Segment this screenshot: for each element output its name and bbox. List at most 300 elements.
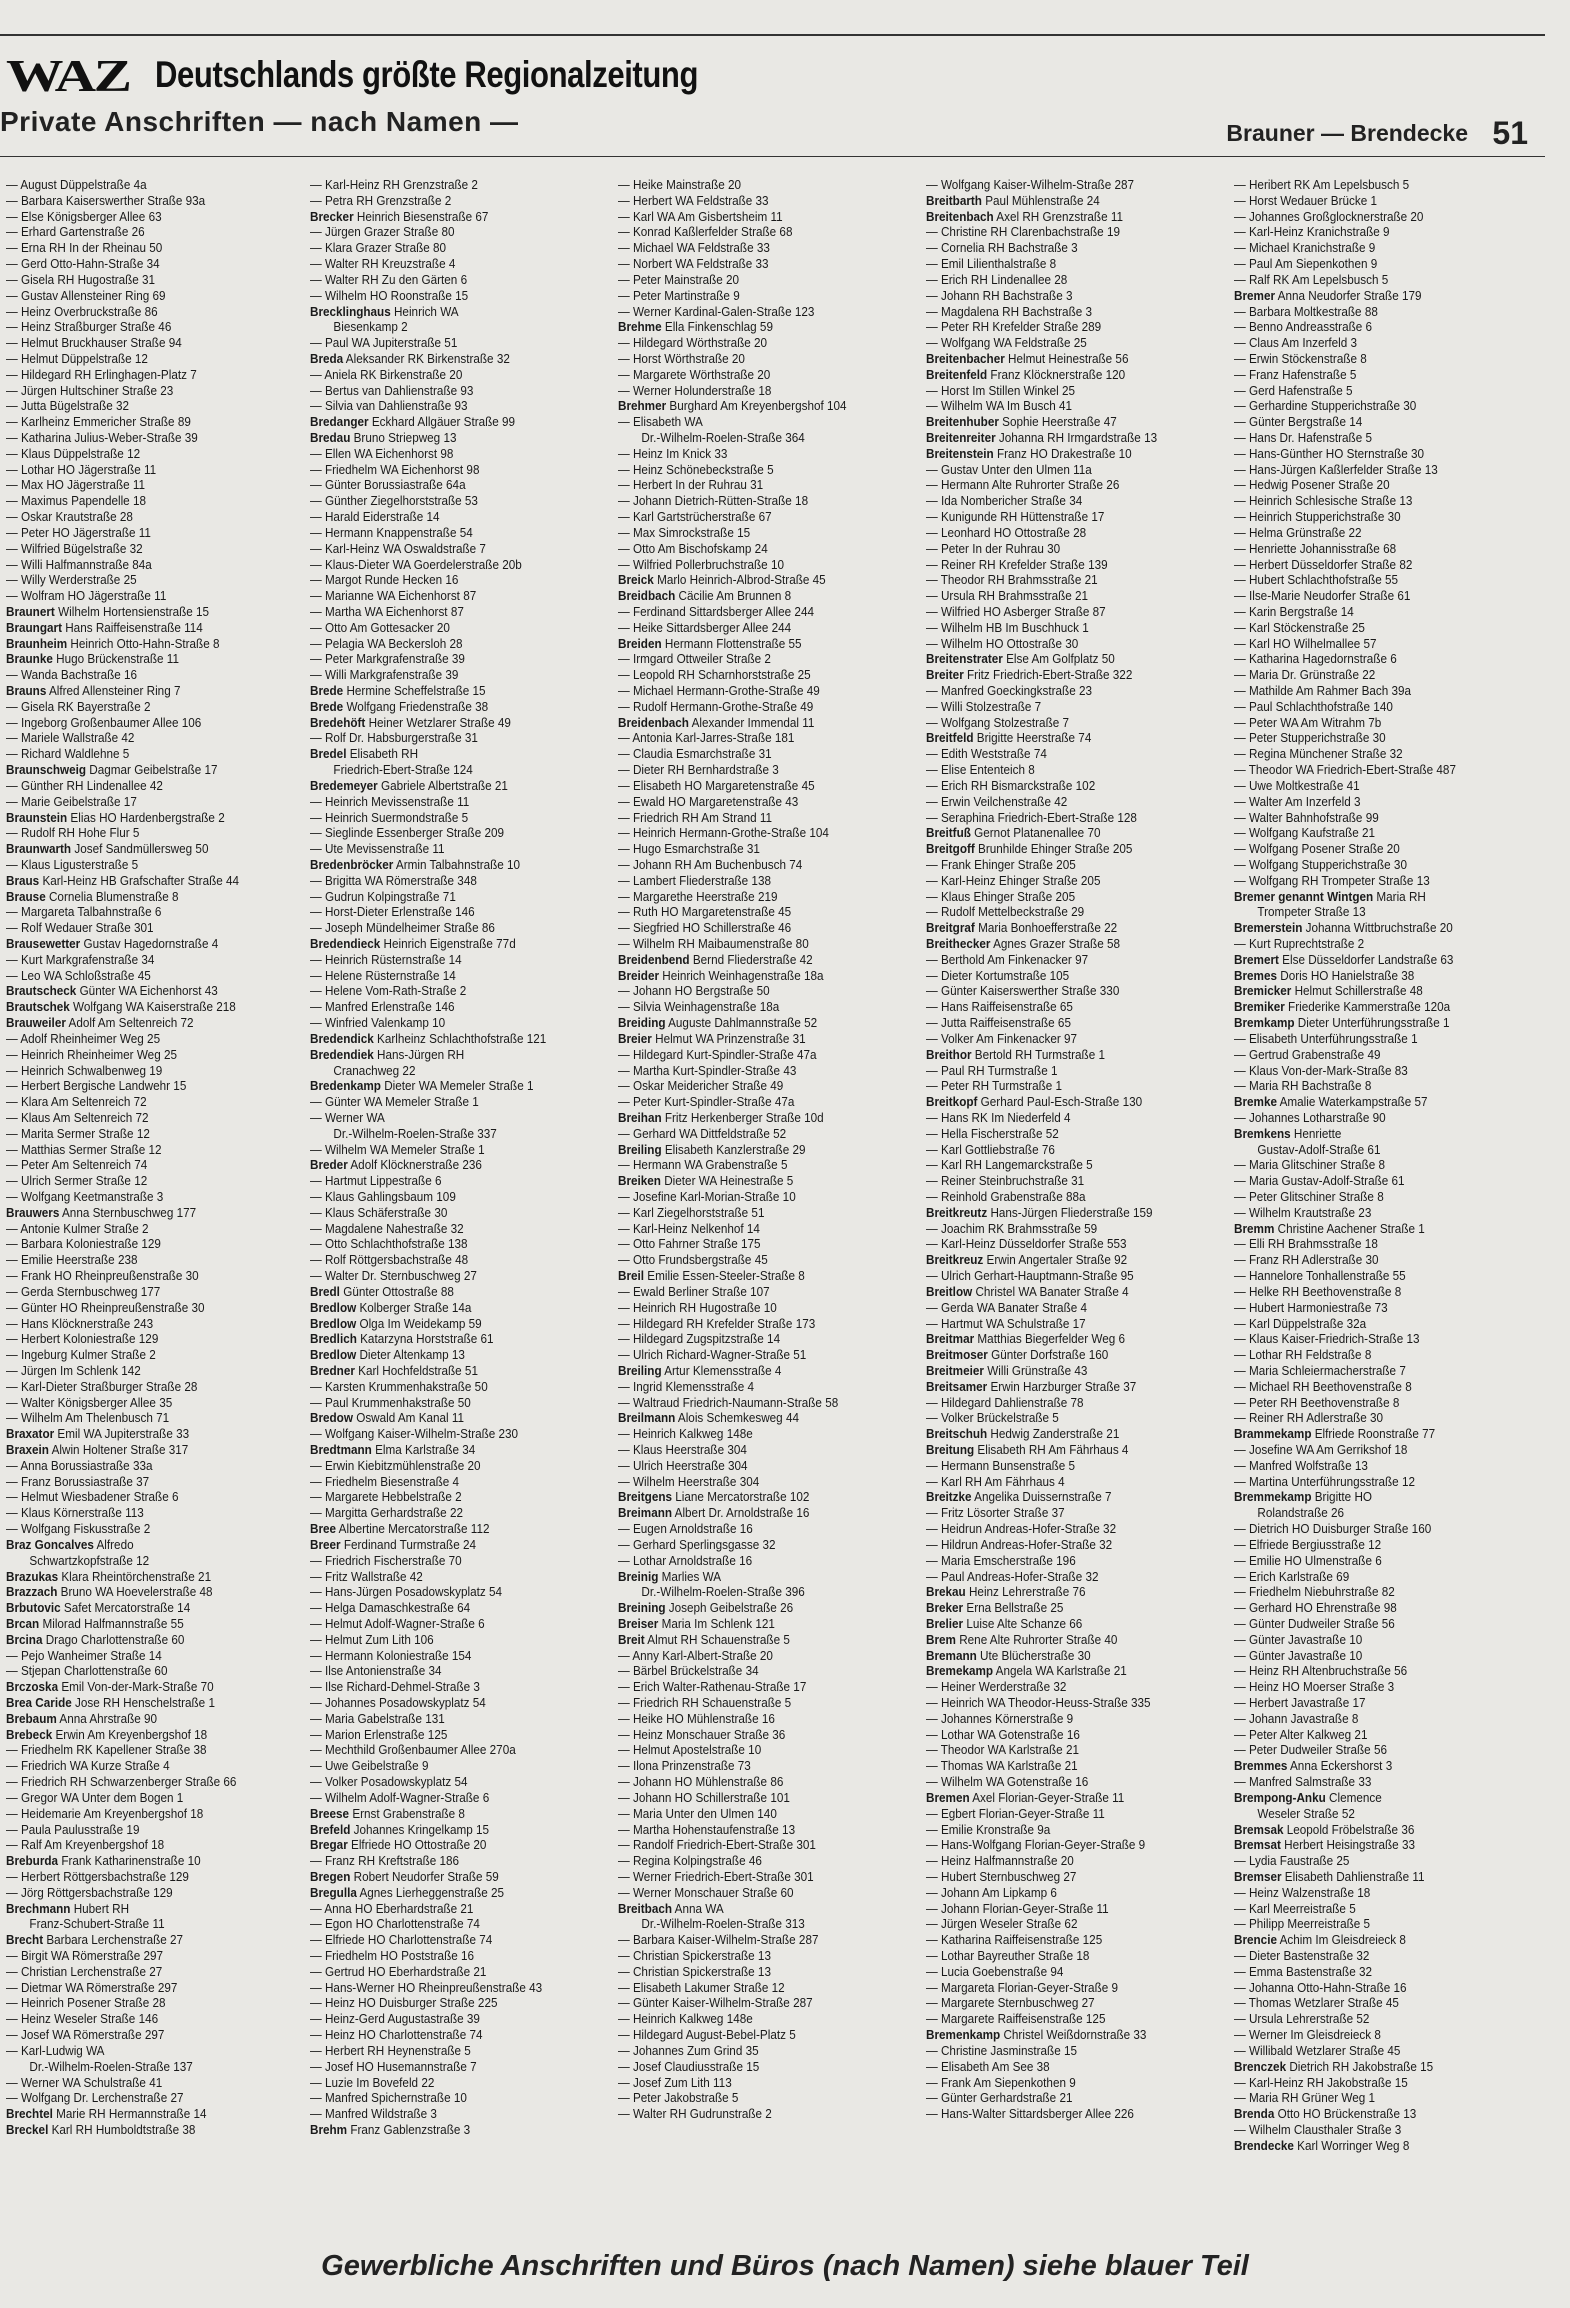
directory-entry: — Dietrich HO Duisburger Straße 160 (1234, 1522, 1432, 1537)
directory-entry: — Heinz HO Duisburger Straße 225 (310, 1996, 498, 2011)
directory-entry: — Werner Friedrich-Ebert-Straße 301 (618, 1869, 814, 1884)
directory-entry: — Brigitta WA Römerstraße 348 (310, 873, 477, 888)
directory-entry: — Willi Halfmannstraße 84a (6, 557, 152, 572)
directory-entry: — Gisela RH Hugostraße 31 (6, 272, 156, 287)
directory-entry: — Karsten Krummenhakstraße 50 (310, 1379, 488, 1394)
directory-entry: Bremser Elisabeth Dahlienstraße 11 (1234, 1869, 1425, 1884)
directory-entry: — Christian Spickerstraße 13 (618, 1964, 771, 1979)
directory-entry: — Werner Im Gleisdreieck 8 (1234, 2028, 1381, 2043)
directory-entry: — Martina Unterführungsstraße 12 (1234, 1474, 1415, 1489)
directory-entry: — Wolfgang Kaiser-Wilhelm-Straße 230 (310, 1427, 519, 1442)
directory-entry: Bredendieck Heinrich Eigenstraße 77d (310, 937, 516, 951)
directory-entry: Breitenreiter Johanna RH Irmgardstraße 13 (926, 431, 1158, 445)
directory-entry: Bredehöft Heiner Wetzlarer Straße 49 (310, 715, 511, 730)
directory-entry: Breidbach Cäcilie Am Brunnen 8 (618, 589, 792, 604)
directory-entry: — Stjepan Charlottenstraße 60 (6, 1664, 168, 1679)
directory-entry: — Horst-Dieter Erlenstraße 146 (310, 905, 475, 920)
directory-entry: — Ralf Am Kreyenbergshof 18 (6, 1838, 165, 1853)
directory-entry: — Max HO Jägerstraße 11 (6, 478, 146, 493)
directory-entry: — Peter Alter Kalkweg 21 (1234, 1727, 1368, 1742)
directory-entry: Bremann Ute Blücherstraße 30 (926, 1648, 1091, 1663)
directory-entry: — Karl-Dieter Straßburger Straße 28 (6, 1379, 198, 1394)
directory-entry: — Karl-Heinz RH Grenzstraße 2 (310, 178, 478, 192)
directory-entry: — Winfried Valenkamp 10 (310, 1016, 446, 1031)
directory-entry: — Jutta Raiffeisenstraße 65 (926, 1016, 1071, 1031)
directory-entry: — Manfred Spichernstraße 10 (310, 2091, 467, 2106)
directory-entry: — Wolfgang Posener Straße 20 (1234, 842, 1400, 857)
directory-entry: — Lothar Bayreuther Straße 18 (926, 1949, 1090, 1963)
directory-entry: — Klaus Kaiser-Friedrich-Straße 13 (1234, 1332, 1420, 1347)
directory-entry: — Margitta Gerhardstraße 22 (310, 1506, 463, 1521)
directory-entry: — Karin Bergstraße 14 (1234, 604, 1354, 619)
directory-entry: Bredanger Eckhard Allgäuer Straße 99 (310, 415, 516, 430)
directory-entry: — Ewald HO Margaretenstraße 43 (618, 794, 799, 809)
directory-entry: — Ursula Lehrerstraße 52 (1234, 2012, 1370, 2027)
directory-entry: — Hans-Günther HO Sternstraße 30 (1234, 446, 1425, 461)
directory-entry: — Peter RH Turmstraße 1 (926, 1079, 1063, 1094)
directory-entry: Bredel Elisabeth RH (310, 747, 419, 762)
directory-entry: Bremkamp Dieter Unterführungsstraße 1 (1234, 1016, 1450, 1031)
directory-entry: — Karl-Heinz Nelkenhof 14 (618, 1221, 760, 1236)
directory-entry: — Hans-Walter Sittardsberger Allee 226 (926, 2107, 1134, 2122)
directory-entry: — Wilhelm WA Gotenstraße 16 (926, 1775, 1089, 1790)
directory-entry: Schwartzkopfstraße 12 (6, 1553, 150, 1568)
directory-entry: — Johann HO Schillerstraße 101 (618, 1790, 790, 1805)
directory-entry: — Norbert WA Feldstraße 33 (618, 257, 769, 272)
directory-entry: — Paul WA Jupiterstraße 51 (310, 336, 458, 351)
directory-entry: Breitmoser Günter Dorfstraße 160 (926, 1348, 1109, 1363)
directory-entry: — Erwin Kiebitzmühlenstraße 20 (310, 1458, 481, 1473)
directory-entry: Breburda Frank Katharinenstraße 10 (6, 1854, 201, 1869)
directory-entry: — Gustav Unter den Ulmen 11a (926, 462, 1092, 477)
directory-entry: — Ursula RH Brahmsstraße 21 (926, 589, 1089, 604)
directory-entry: Breitschuh Hedwig Zanderstraße 21 (926, 1427, 1120, 1442)
directory-entry: — Otto Am Gottesacker 20 (310, 620, 450, 635)
directory-entry: — Werner WA (310, 1110, 385, 1125)
directory-entry: — Wilfried Bügelstraße 32 (6, 541, 143, 556)
directory-entry: — Harald Eiderstraße 14 (310, 510, 440, 525)
directory-entry: — Peter Glitschiner Straße 8 (1234, 1190, 1384, 1204)
directory-entry: Bremen Axel Florian-Geyer-Straße 11 (926, 1790, 1125, 1805)
directory-entry: — Jürgen Weseler Straße 62 (926, 1917, 1078, 1932)
directory-entry: Bredenkamp Dieter WA Memeler Straße 1 (310, 1079, 534, 1094)
directory-entry: — Walter RH Gudrunstraße 2 (618, 2107, 772, 2122)
directory-entry: Brechmann Hubert RH (6, 1901, 130, 1916)
directory-entry: — Günter WA Memeler Straße 1 (310, 1095, 479, 1110)
directory-entry: — Emilie Kronstraße 9a (926, 1822, 1051, 1837)
directory-entry: — Antonie Kulmer Straße 2 (6, 1221, 149, 1236)
directory-entry: — Peter Dudweiler Straße 56 (1234, 1743, 1387, 1758)
directory-entry: — Fritz Lösorter Straße 37 (926, 1506, 1065, 1521)
directory-entry: — Klara Grazer Straße 80 (310, 241, 447, 256)
directory-entry: Bredemeyer Gabriele Albertstraße 21 (310, 778, 508, 793)
directory-entry: Bregen Robert Neudorfer Straße 59 (310, 1869, 499, 1884)
directory-entry: — Manfred Salmstraße 33 (1234, 1775, 1372, 1790)
directory-entry: Bremes Doris HO Hanielstraße 38 (1234, 968, 1415, 983)
directory-entry: — Hans Klöcknerstraße 243 (6, 1316, 154, 1331)
directory-entry: — Horst Wedauer Brücke 1 (1234, 193, 1378, 208)
directory-entry: — Margarete Sternbuschweg 27 (926, 1996, 1095, 2011)
directory-entry: — Willi Markgrafenstraße 39 (310, 668, 459, 683)
directory-entry: — Maximus Papendelle 18 (6, 494, 146, 509)
directory-entry: — Franz Borussiastraße 37 (6, 1474, 150, 1489)
directory-entry: — Max Simrockstraße 15 (618, 525, 751, 540)
directory-entry: — Reiner RH Adlerstraße 30 (1234, 1411, 1384, 1426)
directory-entry: — Gisela RK Bayerstraße 2 (6, 699, 151, 714)
directory-entry: — Dieter Kortumstraße 105 (926, 968, 1070, 983)
directory-entry: — Günter HO Rheinpreußenstraße 30 (6, 1300, 205, 1315)
directory-entry: — Bertus van Dahlienstraße 93 (310, 383, 474, 398)
directory-entry: — Reinhold Grabenstraße 88a (926, 1190, 1086, 1204)
directory-entry: — Johann HO Bergstraße 50 (618, 984, 770, 999)
directory-entry: — Helene Rüsternstraße 14 (310, 968, 456, 983)
directory-entry: — Matthias Sermer Straße 12 (6, 1142, 162, 1157)
directory-entry: — Gudrun Kolpingstraße 71 (310, 889, 456, 904)
directory-entry: — Josefine WA Am Gerrikshof 18 (1234, 1443, 1408, 1457)
directory-entry: — Christian Lerchenstraße 27 (6, 1964, 163, 1979)
directory-entry: — Heike Sittardsberger Allee 244 (618, 620, 792, 635)
directory-entry: — Hermann WA Grabenstraße 5 (618, 1158, 788, 1173)
directory-entry: — Klaus Körnerstraße 113 (6, 1506, 144, 1521)
directory-entry: — Helmut Adolf-Wagner-Straße 6 (310, 1616, 485, 1631)
directory-entry: — Johann Am Lipkamp 6 (926, 1885, 1057, 1900)
directory-entry: — Barbara Kaiser-Wilhelm-Straße 287 (618, 1933, 819, 1948)
directory-entry: Braungart Hans Raiffeisenstraße 114 (6, 620, 203, 635)
directory-entry: — Jörg Röttgersbachstraße 129 (6, 1885, 173, 1900)
directory-entry: Bremekamp Angela WA Karlstraße 21 (926, 1664, 1127, 1679)
directory-entry: Bremer genannt Wintgen Maria RH (1234, 889, 1426, 904)
directory-entry: — Klaus Düppelstraße 12 (6, 446, 141, 461)
directory-entry: — Wilhelm HO Ottostraße 30 (926, 636, 1079, 651)
directory-entry: — Magdalene Nahestraße 32 (310, 1221, 464, 1236)
directory-entry: Breitfuß Gernot Platanenallee 70 (926, 826, 1101, 841)
directory-entry: Braunwarth Josef Sandmüllersweg 50 (6, 842, 209, 857)
directory-entry: Bremenkamp Christel Weißdornstraße 33 (926, 2028, 1147, 2043)
directory-entry: — Heinrich Schlesische Straße 13 (1234, 494, 1413, 509)
directory-entry: — Wolfram HO Jägerstraße 11 (6, 589, 167, 604)
directory-entry: — Manfred Goeckingkstraße 23 (926, 684, 1093, 698)
directory-entry: — Benno Andreasstraße 6 (1234, 320, 1373, 335)
directory-entry: — Ingrid Klemensstraße 4 (618, 1379, 755, 1394)
directory-entry: Bremmekamp Brigitte HO (1234, 1490, 1373, 1505)
directory-entry: — Katharina Raiffeisenstraße 125 (926, 1933, 1103, 1948)
directory-entry: Brcan Milorad Halfmannstraße 55 (6, 1616, 184, 1631)
directory-entry: — Volker Posadowskyplatz 54 (310, 1775, 468, 1790)
directory-entry: Brehm Franz Gablenzstraße 3 (310, 2122, 471, 2137)
directory-entry: — Herbert Koloniestraße 129 (6, 1332, 159, 1347)
directory-entry: Breier Helmut WA Prinzenstraße 31 (618, 1031, 806, 1046)
footer-note: Gewerbliche Anschriften und Büros (nach Namen) siehe blauer Teil (321, 2250, 1249, 2282)
directory-entry: — Cornelia RH Bachstraße 3 (926, 241, 1078, 256)
directory-entry: — Waltraud Friedrich-Naumann-Straße 58 (618, 1395, 839, 1410)
directory-entry: Breda Aleksander RK Birkenstraße 32 (310, 351, 510, 366)
directory-entry: — August Düppelstraße 4a (6, 178, 147, 192)
directory-entry: — Hermann Bunsenstraße 5 (926, 1458, 1076, 1473)
directory-entry: — Elisabeth Lakumer Straße 12 (618, 1980, 785, 1995)
directory-entry: — Hermann Knappenstraße 54 (310, 525, 473, 540)
directory-entry: — Friedhelm WA Eichenhorst 98 (310, 462, 480, 477)
directory-entry: Brautschek Wolfgang WA Kaiserstraße 218 (6, 1000, 236, 1015)
directory-entry: — Berthold Am Finkenacker 97 (926, 952, 1089, 967)
directory-entry: — Klaus Ehinger Straße 205 (926, 889, 1076, 904)
directory-entry: Brempong-Anku Clemence (1234, 1790, 1382, 1805)
directory-entry: — Uwe Moltkestraße 41 (1234, 778, 1360, 793)
directory-entry: — Hella Fischerstraße 52 (926, 1126, 1059, 1141)
listing-columns (6, 178, 1546, 2218)
directory-entry: — Heinrich RH Hugostraße 10 (618, 1300, 777, 1315)
directory-entry: — Dietmar WA Römerstraße 297 (6, 1980, 178, 1995)
directory-entry: — Mariele Wallstraße 42 (6, 731, 135, 746)
directory-entry: Brautscheck Günter WA Eichenhorst 43 (6, 984, 218, 999)
directory-entry: — Maria RH Bachstraße 8 (1234, 1079, 1372, 1094)
directory-entry: — Manfred Erlenstraße 146 (310, 1000, 455, 1015)
directory-entry: Braunert Wilhelm Hortensienstraße 15 (6, 604, 210, 619)
directory-entry: — Katharina Hagedornstraße 6 (1234, 652, 1397, 667)
directory-entry: Bredow Oswald Am Kanal 11 (310, 1411, 465, 1426)
directory-entry: — Hartmut Lippestraße 6 (310, 1174, 442, 1189)
directory-entry: — Johannes Großglocknerstraße 20 (1234, 209, 1424, 224)
directory-entry: — Günter Kaiserswerther Straße 330 (926, 984, 1120, 999)
directory-entry: — Leo WA Schloßstraße 45 (6, 968, 151, 983)
directory-entry: — Emma Bastenstraße 32 (1234, 1964, 1373, 1979)
directory-entry: — Herbert Düsseldorfer Straße 82 (1234, 557, 1413, 572)
directory-entry: — Hildegard Dahlienstraße 78 (926, 1395, 1084, 1410)
directory-entry: Dr.-Wilhelm-Roelen-Straße 364 (618, 431, 805, 445)
directory-entry: — Franz RH Kreftstraße 186 (310, 1854, 460, 1869)
directory-entry: — Otto Schlachthofstraße 138 (310, 1237, 468, 1252)
directory-entry: — Paul RH Turmstraße 1 (926, 1063, 1058, 1078)
directory-entry: Brebaum Anna Ahrstraße 90 (6, 1711, 158, 1726)
directory-entry: Brausewetter Gustav Hagedornstraße 4 (6, 937, 219, 951)
directory-entry: — Heiner Werderstraße 32 (926, 1680, 1067, 1695)
directory-entry: — Erich RH Lindenallee 28 (926, 272, 1068, 287)
directory-entry: Bree Albertine Mercatorstraße 112 (310, 1522, 490, 1537)
directory-entry: — Leopold RH Scharnhorststraße 25 (618, 668, 811, 683)
directory-entry: — Peter RH Beethovenstraße 8 (1234, 1395, 1400, 1410)
directory-entry: — Mathilde Am Rahmer Bach 39a (1234, 684, 1412, 698)
directory-entry: — Hans Raiffeisenstraße 65 (926, 1000, 1073, 1015)
directory-entry: — Helmut Apostelstraße 10 (618, 1743, 762, 1758)
directory-entry: — Marita Sermer Straße 12 (6, 1126, 150, 1141)
directory-entry: — Friedhelm RK Kapellener Straße 38 (6, 1743, 207, 1758)
directory-entry: — Friedrich RH Am Strand 11 (618, 810, 773, 825)
directory-entry: — Karl Gottliebstraße 76 (926, 1142, 1055, 1157)
directory-entry: — Werner Kardinal-Galen-Straße 123 (618, 304, 815, 319)
directory-entry: — Ilona Prinzenstraße 73 (618, 1759, 751, 1774)
directory-entry: — Johann Dietrich-Rütten-Straße 18 (618, 494, 809, 509)
directory-entry: — Jürgen Hultschiner Straße 23 (6, 383, 174, 398)
directory-entry: — Herbert WA Feldstraße 33 (618, 193, 769, 208)
directory-entry: Breder Adolf Klöcknerstraße 236 (310, 1158, 482, 1173)
name-range: Brauner — Brendecke (1226, 120, 1469, 146)
directory-entry: Weseler Straße 52 (1234, 1806, 1355, 1821)
directory-entry: Breitbarth Paul Mühlenstraße 24 (926, 193, 1100, 208)
directory-entry: — Karlheinz Emmericher Straße 89 (6, 415, 191, 430)
directory-entry: — Wolfgang Kaiser-Wilhelm-Straße 287 (926, 178, 1135, 192)
directory-entry: — Wilhelm Heerstraße 304 (618, 1474, 760, 1489)
directory-entry: — Johannes Lotharstraße 90 (1234, 1110, 1386, 1125)
directory-entry: Breitbach Anna WA (618, 1901, 724, 1916)
directory-entry: — Wolfgang WA Feldstraße 25 (926, 336, 1087, 351)
directory-entry: — Thomas WA Karlstraße 21 (926, 1759, 1078, 1774)
subhead (0, 106, 1528, 151)
directory-entry: — Wilfried HO Asberger Straße 87 (926, 604, 1106, 619)
directory-entry: — Regina Münchener Straße 32 (1234, 747, 1403, 762)
directory-entry: — Klaus Von-der-Mark-Straße 83 (1234, 1063, 1408, 1078)
directory-entry: — Hildrun Andreas-Hofer-Straße 32 (926, 1537, 1113, 1552)
directory-entry: — Manfred Wildstraße 3 (310, 2107, 437, 2122)
directory-entry: — Elisabeth WA (618, 415, 703, 430)
directory-entry: — Manfred Wolfstraße 13 (1234, 1458, 1368, 1473)
directory-entry: — Rudolf RH Hohe Flur 5 (6, 826, 140, 841)
directory-entry: — Emil Lilienthalstraße 8 (926, 257, 1057, 272)
directory-entry: — Elisabeth Am See 38 (926, 2059, 1050, 2074)
directory-entry: Breitenfeld Franz Klöcknerstraße 120 (926, 367, 1126, 382)
directory-entry: Brczoska Emil Von-der-Mark-Straße 70 (6, 1680, 214, 1695)
directory-entry: — Edith Weststraße 74 (926, 747, 1047, 762)
directory-entry: — Josef HO Husemannstraße 7 (310, 2059, 477, 2074)
directory-entry: — Helmut Düppelstraße 12 (6, 351, 148, 366)
directory-entry: — Friedhelm Niebuhrstraße 82 (1234, 1585, 1395, 1600)
directory-entry: — Konrad Kaßlerfelder Straße 68 (618, 225, 793, 240)
directory-entry: — Emilie Heerstraße 238 (6, 1253, 138, 1268)
directory-entry: Brea Caride Jose RH Henschelstraße 1 (6, 1696, 215, 1710)
directory-entry: — Heinz HO Charlottenstraße 74 (310, 2028, 483, 2043)
directory-entry: — Sieglinde Essenberger Straße 209 (310, 826, 505, 841)
directory-entry: — Maria Glitschiner Straße 8 (1234, 1158, 1386, 1173)
directory-entry: Breitgoff Brunhilde Ehinger Straße 205 (926, 842, 1133, 857)
directory-entry: — Dieter RH Bernhardstraße 3 (618, 763, 779, 778)
directory-entry: — Seraphina Friedrich-Ebert-Straße 128 (926, 810, 1137, 825)
directory-entry: — Ruth HO Margaretenstraße 45 (618, 905, 792, 920)
directory-entry: — Margarete Hebbelstraße 2 (310, 1490, 462, 1505)
directory-entry: — Richard Waldlehne 5 (6, 747, 130, 762)
directory-entry: Bredendick Karlheinz Schlachthofstraße 121 (310, 1031, 547, 1046)
directory-entry: Dr.-Wilhelm-Roelen-Straße 313 (618, 1917, 805, 1932)
directory-entry: — Erwin Veilchenstraße 42 (926, 794, 1068, 809)
directory-entry: — Johann Florian-Geyer-Straße 11 (926, 1901, 1109, 1916)
directory-entry: — Elli RH Brahmsstraße 18 (1234, 1237, 1378, 1252)
directory-entry: — Mechthild Großenbaumer Allee 270a (310, 1743, 516, 1758)
directory-entry: — Otto Am Bischofskamp 24 (618, 541, 768, 556)
directory-entry: — Marianne WA Eichenhorst 87 (310, 589, 477, 604)
directory-entry: — Hans-Jürgen Kaßlerfelder Straße 13 (1234, 462, 1438, 477)
directory-entry: — Günter Bergstraße 14 (1234, 415, 1363, 430)
directory-entry: — Fritz Wallstraße 42 (310, 1569, 423, 1584)
directory-entry: Breitenbach Axel RH Grenzstraße 11 (926, 209, 1124, 224)
directory-entry: Brehme Ella Finkenschlag 59 (618, 320, 773, 335)
directory-entry: Brechtel Marie RH Hermannstraße 14 (6, 2107, 207, 2122)
directory-entry: — Gerhard HO Ehrenstraße 98 (1234, 1601, 1397, 1616)
directory-entry: Bremke Amalie Waterkampstraße 57 (1234, 1095, 1428, 1110)
masthead (6, 50, 801, 100)
directory-entry: — Franz Hafenstraße 5 (1234, 367, 1357, 382)
directory-entry: — Maria Gustav-Adolf-Straße 61 (1234, 1174, 1405, 1189)
directory-entry: — Heinz Straßburger Straße 46 (6, 320, 172, 335)
directory-entry: — Hermann Alte Ruhrorter Straße 26 (926, 478, 1120, 493)
directory-entry: Bredenbröcker Armin Talbahnstraße 10 (310, 857, 521, 872)
directory-entry: Breitmeier Willi Grünstraße 43 (926, 1363, 1088, 1378)
directory-entry: — Hans-Jürgen Posadowskyplatz 54 (310, 1585, 503, 1600)
directory-entry: Breiling Artur Klemensstraße 4 (618, 1363, 782, 1378)
directory-entry: Brecker Heinrich Biesenstraße 67 (310, 209, 489, 224)
directory-entry: — Pejo Wanheimer Straße 14 (6, 1648, 162, 1663)
directory-entry: — Friedrich Fischerstraße 70 (310, 1553, 462, 1568)
directory-entry: Breithor Bertold RH Turmstraße 1 (926, 1047, 1105, 1062)
directory-entry: — Kunigunde RH Hüttenstraße 17 (926, 510, 1105, 525)
directory-entry: — Erwin Stöckenstraße 8 (1234, 351, 1367, 366)
directory-entry: — Walter RH Kreuzstraße 4 (310, 257, 456, 272)
directory-entry: — Christine RH Clarenbachstraße 19 (926, 225, 1120, 240)
directory-entry: Brenda Otto HO Brückenstraße 13 (1234, 2107, 1417, 2122)
directory-entry: — Heinrich Posener Straße 28 (6, 1996, 166, 2011)
directory-entry: — Werner WA Schulstraße 41 (6, 2075, 163, 2090)
directory-entry: — Maria Emscherstraße 196 (926, 1553, 1076, 1568)
directory-entry: Breining Joseph Geibelstraße 26 (618, 1601, 794, 1616)
directory-entry: — Hildegard Wörthstraße 20 (618, 336, 768, 351)
directory-entry: — Heinrich Kalkweg 148e (618, 2012, 753, 2027)
directory-entry: — Heinrich Stupperichstraße 30 (1234, 510, 1401, 525)
directory-entry: — Erhard Gartenstraße 26 (6, 225, 145, 240)
directory-entry: Breer Ferdinand Turmstraße 24 (310, 1537, 477, 1552)
directory-entry: Bremkens Henriette (1234, 1126, 1342, 1141)
directory-entry: — Werner Holunderstraße 18 (618, 383, 772, 398)
directory-entry: — Hildegard Zugspitzstraße 14 (618, 1332, 781, 1347)
directory-entry: — Friedrich RH Schwarzenberger Straße 66 (6, 1775, 237, 1790)
directory-entry: — Michael RH Beethovenstraße 8 (1234, 1379, 1412, 1394)
directory-entry: Breitenbacher Helmut Heinestraße 56 (926, 351, 1129, 366)
directory-entry: — Heike Mainstraße 20 (618, 178, 742, 192)
column-5 (1234, 178, 1540, 2218)
directory-entry: Bregar Elfriede HO Ottostraße 20 (310, 1838, 487, 1853)
directory-entry: Brauns Alfred Allensteiner Ring 7 (6, 684, 181, 698)
directory-entry: — Michael Kranichstraße 9 (1234, 241, 1376, 256)
directory-entry: — Wilhelm Clausthaler Straße 3 (1234, 2122, 1402, 2137)
directory-entry: — Walter Am Inzerfeld 3 (1234, 794, 1361, 809)
directory-entry: Breilmann Alois Schemkesweg 44 (618, 1411, 799, 1426)
directory-entry: Breimann Albert Dr. Arnoldstraße 16 (618, 1506, 810, 1521)
directory-entry: — Elfriede HO Charlottenstraße 74 (310, 1933, 493, 1948)
directory-entry: — Ingeborg Großenbaumer Allee 106 (6, 715, 202, 730)
directory-entry: — Johannes Körnerstraße 9 (926, 1711, 1074, 1726)
directory-entry: Breihan Fritz Herkenberger Straße 10d (618, 1110, 824, 1125)
directory-entry: — Magdalena RH Bachstraße 3 (926, 304, 1093, 319)
directory-entry: — Josefine Karl-Morian-Straße 10 (618, 1190, 796, 1204)
directory-entry: — Else Königsberger Allee 63 (6, 209, 162, 224)
directory-entry: — Peter WA Am Witrahm 7b (1234, 715, 1382, 730)
directory-entry: — Emilie HO Ulmenstraße 6 (1234, 1553, 1382, 1568)
directory-entry: — Klaus Gahlingsbaum 109 (310, 1190, 456, 1204)
directory-entry: — Heinrich Kalkweg 148e (618, 1427, 753, 1442)
directory-entry: — Heinrich WA Theodor-Heuss-Straße 335 (926, 1696, 1151, 1710)
directory-entry: — Heinrich Rüsternstraße 14 (310, 952, 462, 967)
directory-entry: Dr.-Wilhelm-Roelen-Straße 337 (310, 1126, 497, 1141)
directory-entry: — Oskar Krautstraße 28 (6, 510, 133, 525)
directory-entry: — Lydia Faustraße 25 (1234, 1854, 1350, 1869)
directory-entry: — Ilse Antonienstraße 34 (310, 1664, 442, 1679)
directory-entry: — Thomas Wetzlarer Straße 45 (1234, 1996, 1399, 2011)
directory-entry: Breitkreuz Erwin Angertaler Straße 92 (926, 1253, 1128, 1268)
directory-entry: — Heinz Monschauer Straße 36 (618, 1727, 786, 1742)
directory-entry: — Maria RH Grüner Weg 1 (1234, 2091, 1376, 2106)
directory-entry: — Marie Geibelstraße 17 (6, 794, 137, 809)
directory-entry: Breitmar Matthias Biegerfelder Weg 6 (926, 1332, 1125, 1347)
directory-entry: Breitzke Angelika Duissernstraße 7 (926, 1490, 1112, 1505)
directory-entry: — Paul Schlachthofstraße 140 (1234, 699, 1393, 714)
directory-entry: — Wilhelm WA Memeler Straße 1 (310, 1142, 485, 1157)
directory-entry: — Anny Karl-Albert-Straße 20 (618, 1648, 773, 1663)
directory-entry: Breiling Elisabeth Kanzlerstraße 29 (618, 1142, 806, 1157)
